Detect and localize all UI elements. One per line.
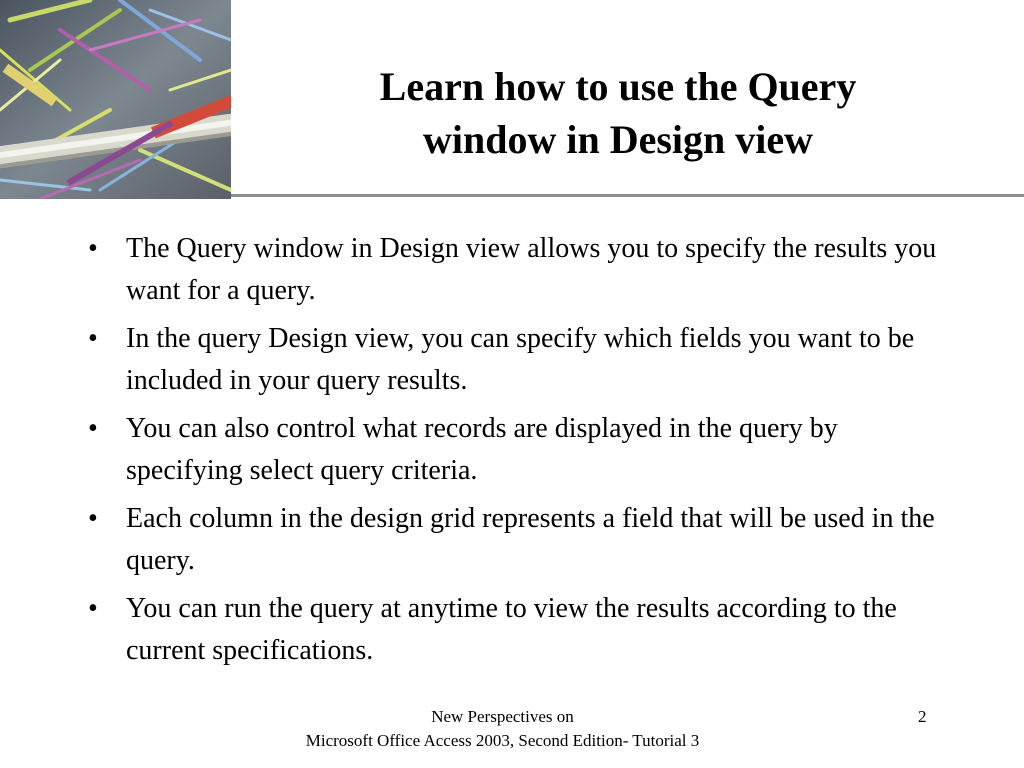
bullet-icon: •: [88, 593, 98, 624]
bullet-item: [80, 408, 960, 492]
title-line-2: window in Design view: [422, 117, 814, 162]
title-line-1: Learn how to use the Query: [379, 64, 857, 109]
slide-title: [300, 60, 936, 166]
bullet-icon: •: [88, 323, 98, 354]
bullet-text: In the query Design view, you can specify which fields you want to be included in your query results.: [126, 323, 915, 396]
footer-line-1: New Perspectives on: [431, 707, 574, 726]
bullet-text: You can run the query at anytime to view the results according to the current specifications.: [126, 593, 897, 666]
page-number: 2: [918, 707, 927, 726]
slide-footer: [230, 705, 775, 753]
bullet-item: [80, 318, 960, 402]
bullet-item: [80, 588, 960, 672]
footer-line-2: Microsoft Office Access 2003, Second Edition- Tutorial 3: [305, 731, 700, 750]
bullet-icon: •: [88, 233, 98, 264]
bullet-icon: •: [88, 503, 98, 534]
decorative-photo: [0, 0, 231, 199]
bullet-text: Each column in the design grid represents a field that will be used in the query.: [126, 503, 935, 576]
bullet-item: [80, 498, 960, 582]
bullet-item: [80, 228, 960, 312]
bullet-text: The Query window in Design view allows you to specify the results you want for a query.: [126, 233, 937, 306]
bullet-list: [80, 228, 960, 678]
bullet-text: You can also control what records are displayed in the query by specifying select query criteria.: [126, 413, 838, 486]
title-divider: [231, 194, 1024, 197]
bullet-icon: •: [88, 413, 98, 444]
